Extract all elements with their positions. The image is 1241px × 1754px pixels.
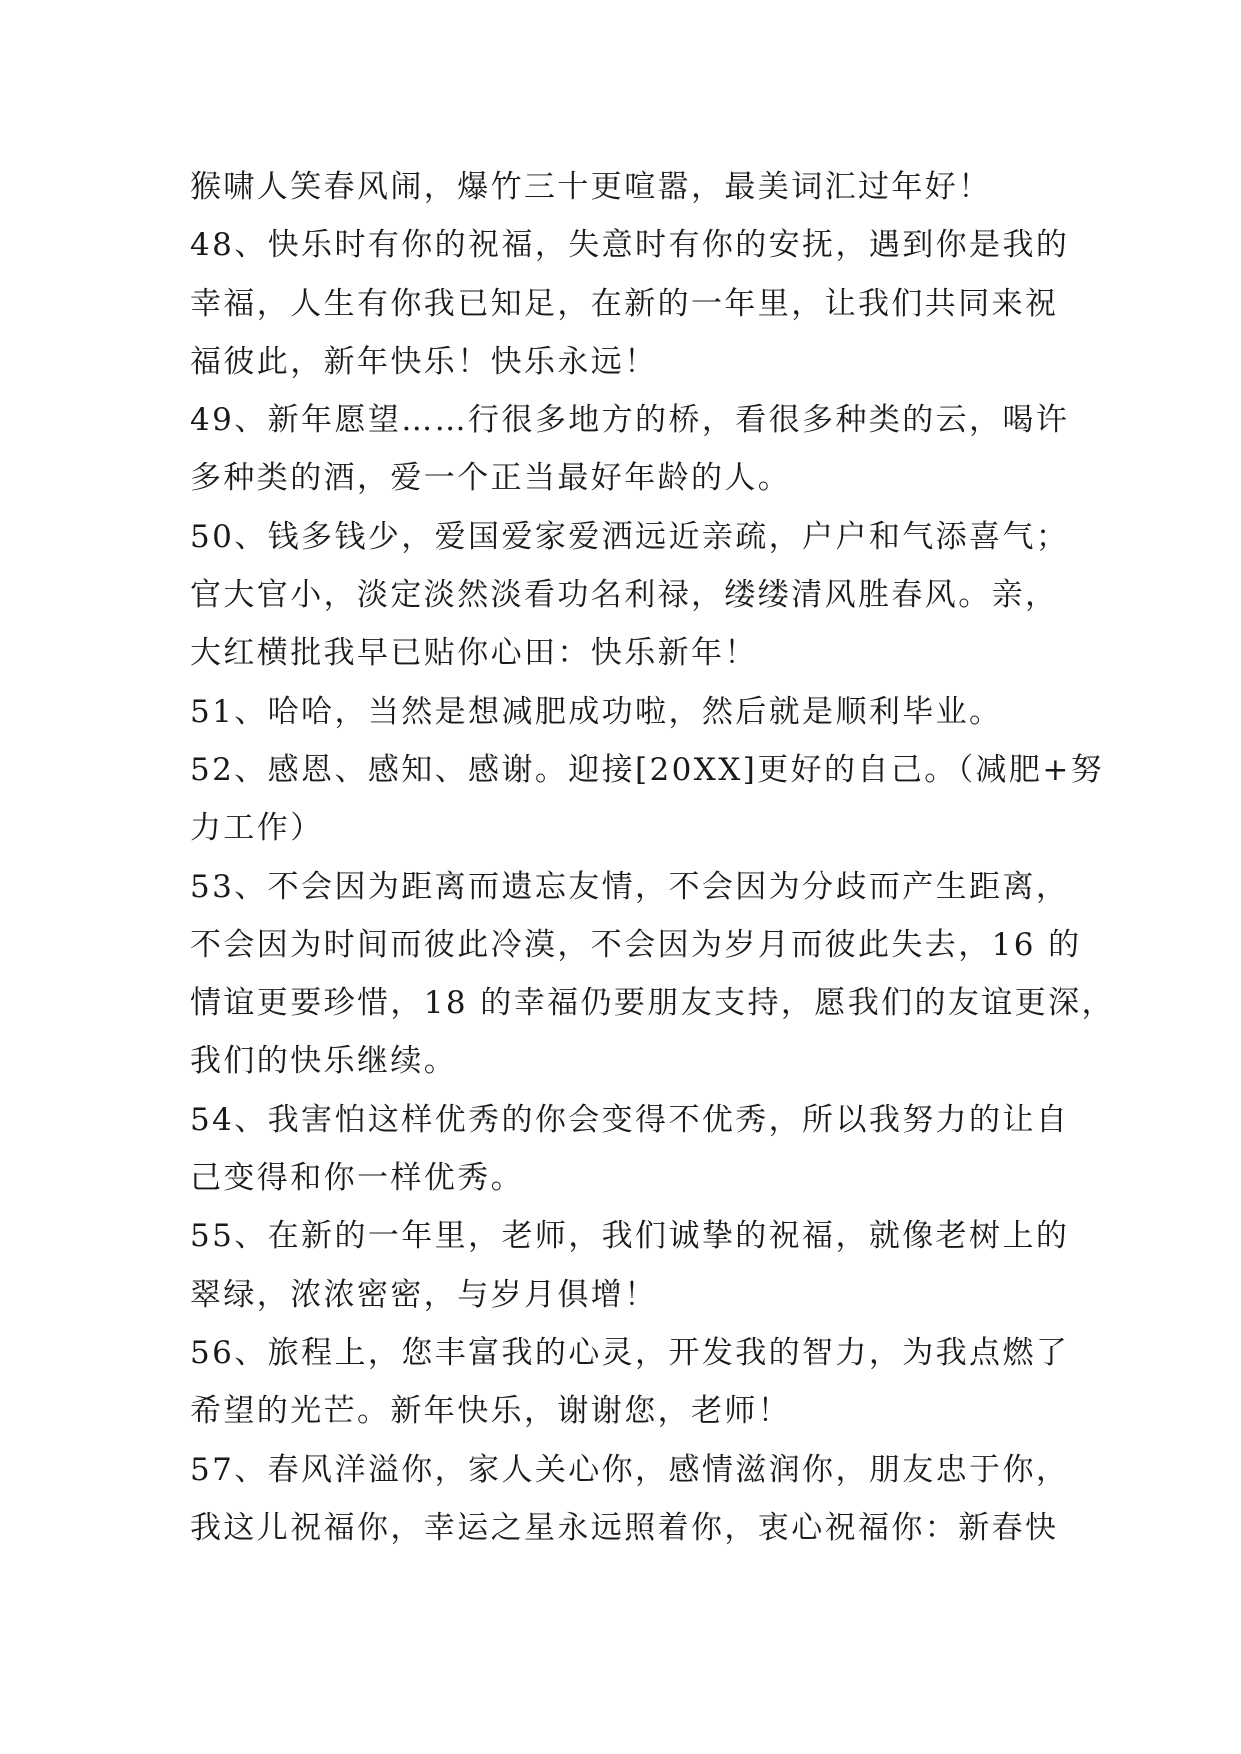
text-line: 大红横批我早已贴你心田：快乐新年！ xyxy=(190,635,758,672)
text-line: 51、哈哈，当然是想减肥成功啦，然后就是顺利毕业。 xyxy=(190,693,1003,730)
text-line: 54、我害怕这样优秀的你会变得不优秀，所以我努力的让自 xyxy=(190,1101,1070,1138)
text-line: 力工作） xyxy=(190,810,324,847)
text-line: 52、感恩、感知、感谢。迎接[20XX]更好的自己。（减肥+努 xyxy=(190,751,1105,788)
text-line: 53、不会因为距离而遗忘友情，不会因为分歧而产生距离， xyxy=(190,868,1070,905)
text-line: 55、在新的一年里，老师，我们诚挚的祝福，就像老树上的 xyxy=(190,1218,1070,1255)
text-line: 我们的快乐继续。 xyxy=(190,1043,458,1080)
text-line: 50、钱多钱少，爱国爱家爱洒远近亲疏，户户和气添喜气； xyxy=(190,518,1070,555)
text-line: 49、新年愿望……行很多地方的桥，看很多种类的云，喝许 xyxy=(190,402,1070,439)
text-line: 57、春风洋溢你，家人关心你，感情滋润你，朋友忠于你， xyxy=(190,1451,1070,1488)
document-body xyxy=(190,158,1115,1557)
text-line: 幸福，人生有你我已知足，在新的一年里，让我们共同来祝 xyxy=(190,285,1059,322)
text-line: 福彼此，新年快乐！快乐永远！ xyxy=(190,343,658,380)
text-line: 多种类的酒，爱一个正当最好年龄的人。 xyxy=(190,460,792,497)
text-line: 猴啸人笑春风闹，爆竹三十更喧嚣，最美词汇过年好！ xyxy=(190,169,992,205)
text-line: 48、快乐时有你的祝福，失意时有你的安抚，遇到你是我的 xyxy=(190,227,1070,264)
text-line: 己变得和你一样优秀。 xyxy=(190,1160,524,1197)
text-line: 情谊更要珍惜，18 的幸福仍要朋友支持，愿我们的友谊更深， xyxy=(190,985,1115,1022)
text-line: 官大官小，淡定淡然淡看功名利禄，缕缕清风胜春风。亲， xyxy=(190,577,1059,614)
text-line: 我这儿祝福你，幸运之星永远照着你，衷心祝福你：新春快 xyxy=(190,1509,1059,1546)
text-line: 不会因为时间而彼此冷漠，不会因为岁月而彼此失去，16 的 xyxy=(190,926,1082,963)
text-line: 翠绿，浓浓密密，与岁月俱增！ xyxy=(190,1276,658,1313)
text-line: 希望的光芒。新年快乐，谢谢您，老师！ xyxy=(190,1393,792,1430)
text-line: 56、旅程上，您丰富我的心灵，开发我的智力，为我点燃了 xyxy=(190,1334,1070,1371)
